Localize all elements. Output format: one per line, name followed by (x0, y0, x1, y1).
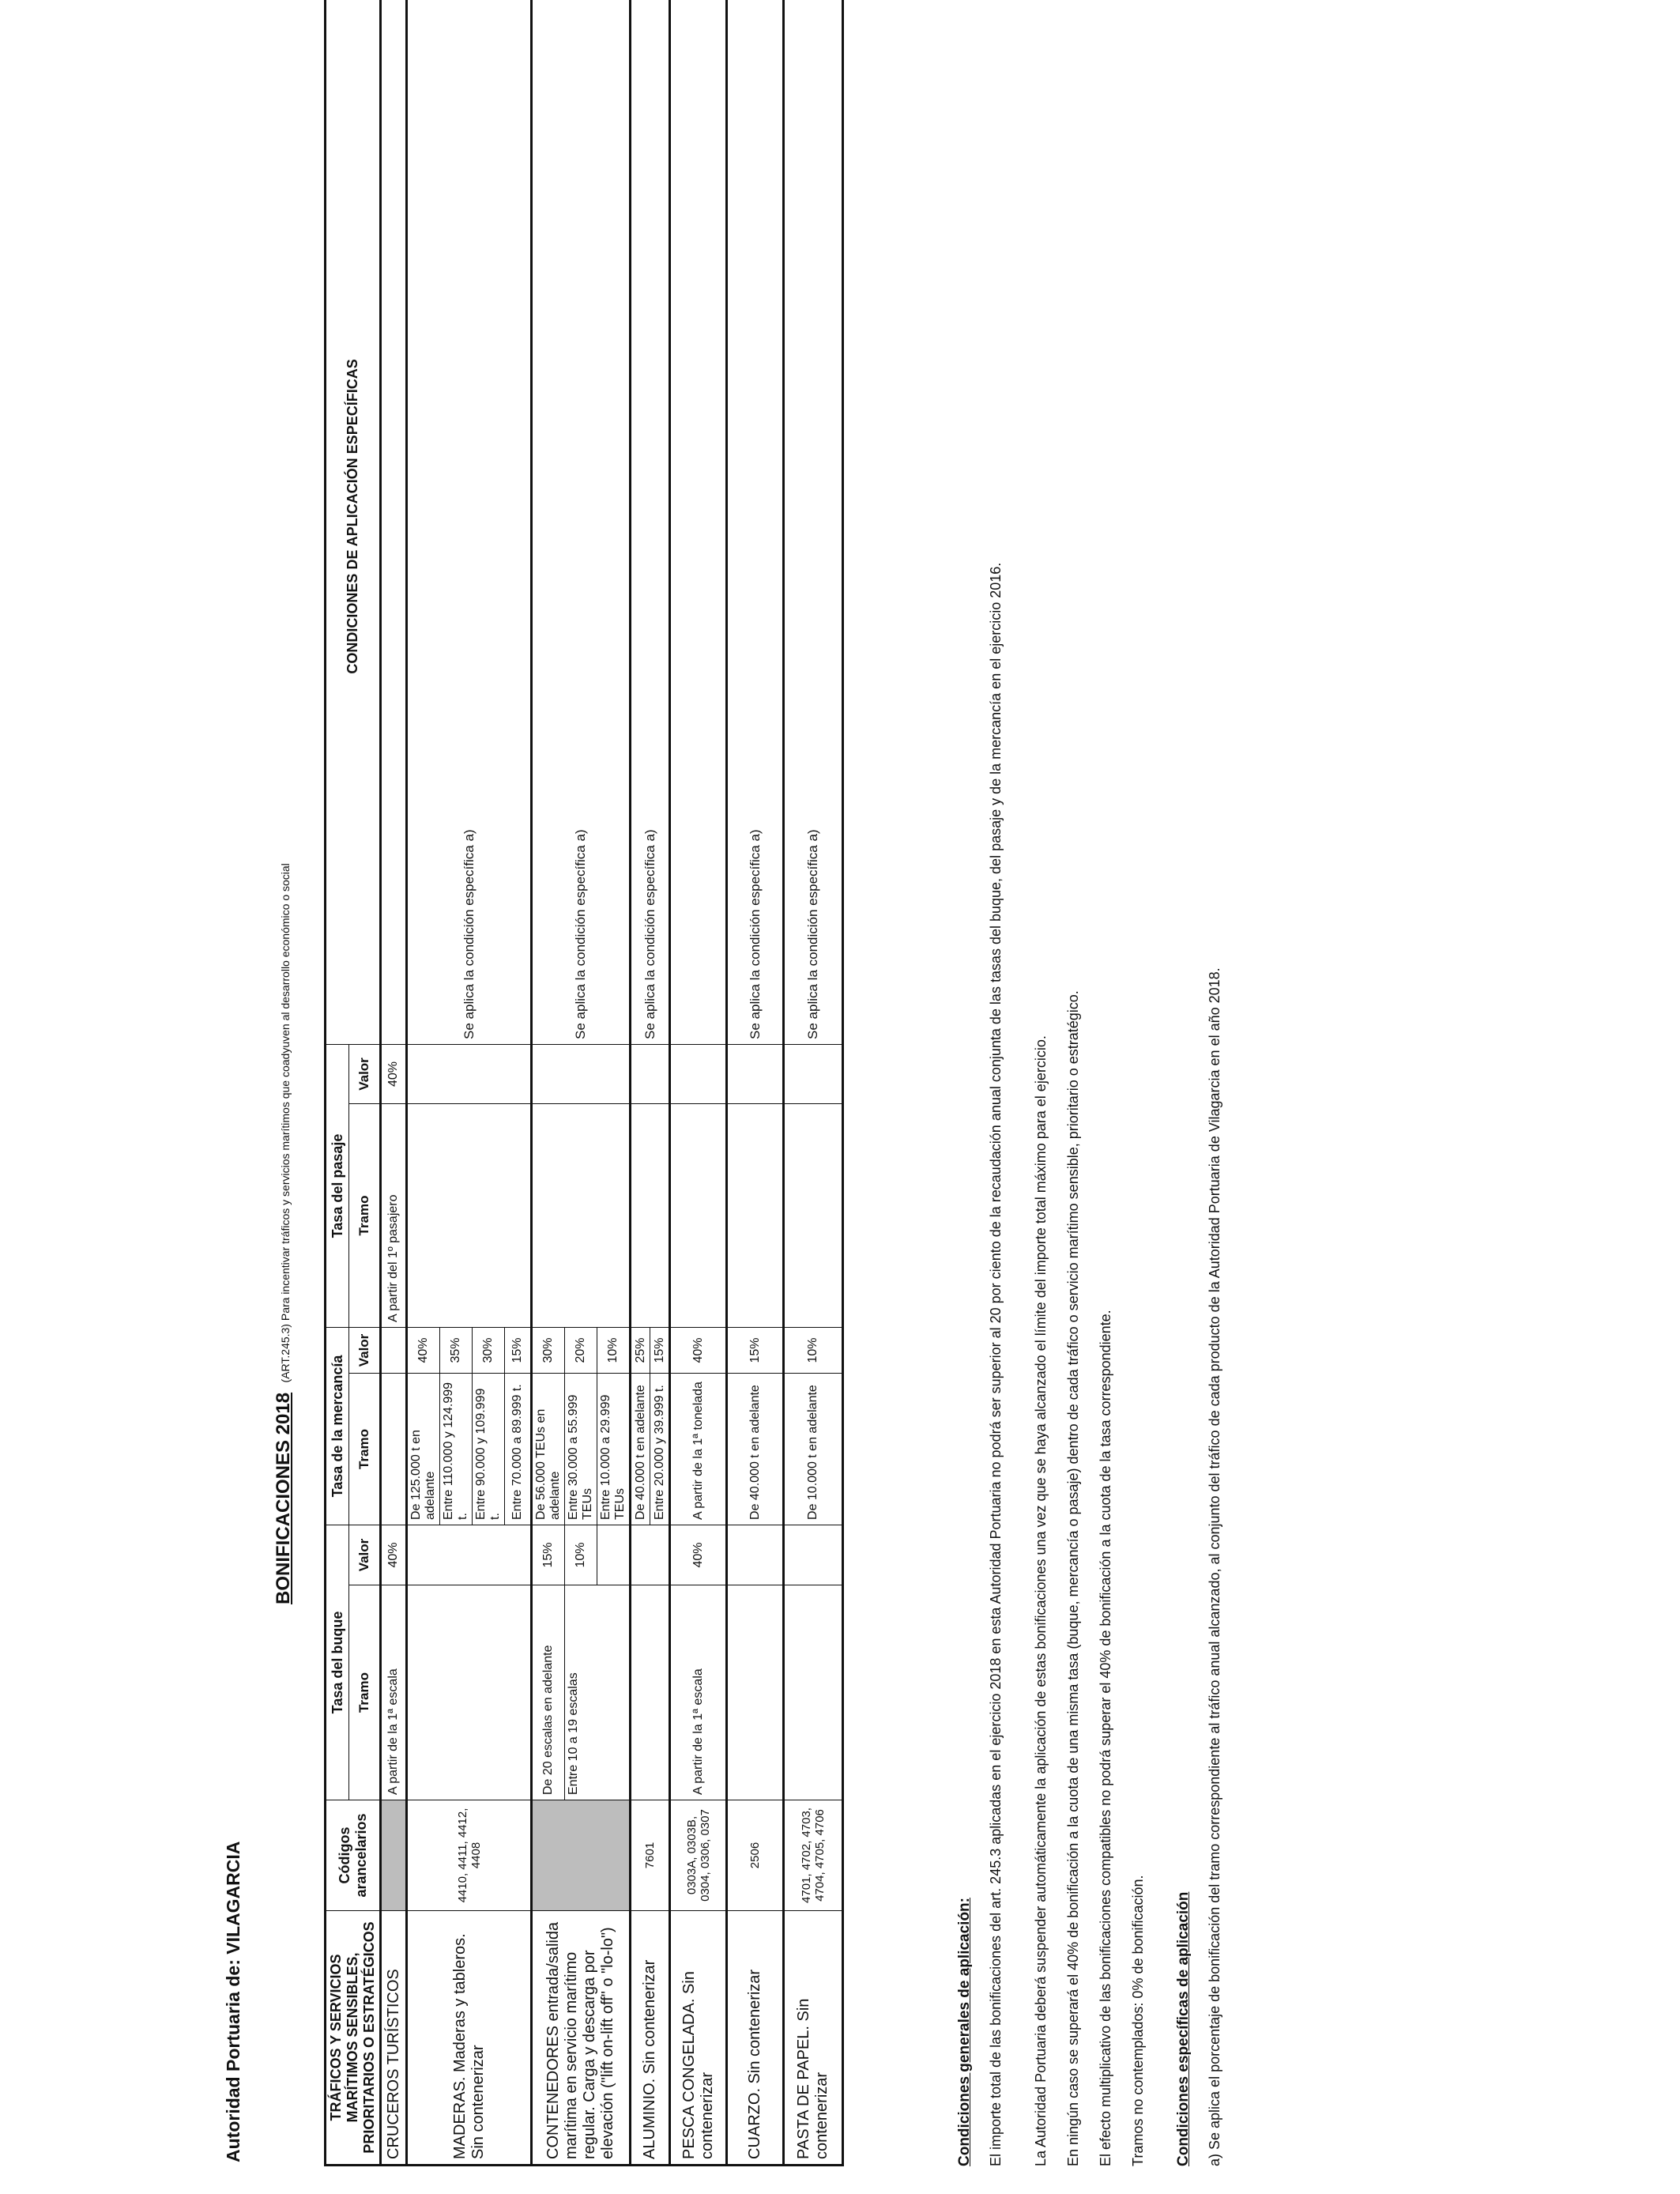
buque-tramo: Entre 10 a 19 escalas (565, 1585, 631, 1800)
row-name: ALUMINIO. Sin contenerizar (631, 1911, 670, 2166)
general-condition: Tramos no contemplados: 0% de bonificación. (1130, 1875, 1146, 2166)
condicion-cell: Se aplica la condición específica a) (631, 0, 670, 1044)
codigos-cell (532, 1800, 631, 1911)
buque-valor: 10% (565, 1525, 597, 1585)
table-row (381, 0, 407, 2166)
row-name: PESCA CONGELADA. Sin contenerizar (670, 1911, 727, 2166)
merc-tramo: De 125.000 t en adelante (407, 1373, 440, 1525)
table-row (532, 0, 565, 2166)
general-condition: El efecto multiplicativo de las bonificaciones compatibles no podrá superar el 40% de bonificación a la cuota de la tasa correspondiente. (1098, 1310, 1113, 2166)
pasaje-tramo (631, 1103, 670, 1327)
specific-condition: a) Se aplica el porcentaje de bonificación del tramo correspondiente al tráfico anual alcanzado, al conjunto del tráfico de cada producto de la Autoridad Portuaria de Vilagarcia en el año 2018. (1207, 967, 1222, 2166)
merc-valor: 35% (440, 1327, 473, 1373)
buque-tramo (407, 1585, 532, 1800)
merc-valor: 30% (532, 1327, 565, 1373)
pasaje-tramo (670, 1103, 727, 1327)
codigos-cell (381, 1800, 407, 1911)
merc-tramo: Entre 30.000 a 55.999 TEUs (565, 1373, 597, 1525)
row-name: MADERAS. Maderas y tableros. Sin contenerizar (407, 1911, 532, 2166)
buque-valor: 40% (670, 1525, 727, 1585)
row-name: CONTENEDORES entrada/salida marítima en servicio marítimo regular. Carga y descarga por elevación ("lift on-lift off" o "lo-lo") (532, 1911, 631, 2166)
pasaje-tramo: A partir del 1º pasajero (381, 1103, 407, 1327)
pasaje-valor (784, 1044, 843, 1103)
merc-valor: 10% (597, 1327, 631, 1373)
bonificaciones-table (324, 0, 844, 2166)
generales-heading: Condiciones generales de aplicación: (956, 1898, 973, 2166)
document-title (273, 863, 295, 1604)
codigos-cell: 0303A, 0303B, 0304, 0306, 0307 (670, 1800, 727, 1911)
buque-valor (727, 1525, 784, 1585)
codigos-cell: 4410, 4411, 4412, 4408 (407, 1800, 532, 1911)
buque-valor: 15% (532, 1525, 565, 1585)
buque-valor (784, 1525, 843, 1585)
buque-tramo: A partir de la 1ª escala (670, 1585, 727, 1800)
table-row (727, 0, 784, 2166)
row-name: CUARZO. Sin contenerizar (727, 1911, 784, 2166)
pasaje-valor (631, 1044, 670, 1103)
merc-valor (381, 1327, 407, 1373)
header-codigos: Códigos arancelarios (326, 1800, 381, 1911)
pasaje-valor (727, 1044, 784, 1103)
buque-valor: 40% (381, 1525, 407, 1585)
header-merc-valor: Valor (349, 1327, 381, 1373)
merc-tramo: Entre 10.000 a 29.999 TEUs (597, 1373, 631, 1525)
title: BONIFICACIONES 2018 (273, 1392, 294, 1604)
merc-valor: 15% (505, 1327, 532, 1373)
codigos-cell: 2506 (727, 1800, 784, 1911)
condicion-cell (381, 0, 407, 1044)
buque-tramo (631, 1585, 670, 1800)
merc-valor: 40% (407, 1327, 440, 1373)
condicion-cell (670, 0, 727, 1044)
merc-valor: 15% (727, 1327, 784, 1373)
table-row (784, 0, 843, 2166)
pasaje-tramo (532, 1103, 631, 1327)
condicion-cell: Se aplica la condición específica a) (407, 0, 532, 1044)
merc-tramo (381, 1373, 407, 1525)
pasaje-valor (532, 1044, 631, 1103)
merc-tramo: De 40.000 t en adelante (727, 1373, 784, 1525)
buque-tramo (727, 1585, 784, 1800)
merc-tramo: Entre 70.000 a 89.999 t. (505, 1373, 532, 1525)
codigos-cell: 7601 (631, 1800, 670, 1911)
buque-valor (407, 1525, 532, 1585)
header-tasa-buque: Tasa del buque (326, 1525, 349, 1800)
header-traficos: TRÁFICOS Y SERVICIOS MARÍTIMOS SENSIBLES, PRIORITARIOS O ESTRATÉGICOS (326, 1911, 381, 2166)
pasaje-valor (670, 1044, 727, 1103)
merc-tramo: De 40.000 t en adelante (631, 1373, 650, 1525)
table-row (407, 0, 440, 2166)
buque-tramo: A partir de la 1ª escala (381, 1585, 407, 1800)
merc-valor: 25% (631, 1327, 650, 1373)
row-name: PASTA DE PAPEL. Sin contenerizar (784, 1911, 843, 2166)
conditions-section (956, 32, 1239, 2166)
table-row (631, 0, 650, 2166)
merc-valor: 20% (565, 1327, 597, 1373)
merc-tramo: Entre 90.000 y 109.999 t. (473, 1373, 505, 1525)
row-name: CRUCEROS TURÍSTICOS (381, 1911, 407, 2166)
pasaje-tramo (727, 1103, 784, 1327)
buque-valor (597, 1525, 631, 1585)
pasaje-valor: 40% (381, 1044, 407, 1103)
header-tasa-mercancia: Tasa de la mercancía (326, 1327, 349, 1525)
general-condition: En ningún caso se superará el 40% de bonificación a la cuota de una misma tasa (buque, mercancía o pasaje) dentro de cada tráfico o servicio marítimo sensible, prioritario o estratégico. (1065, 990, 1081, 2166)
merc-tramo: De 56.000 TEUs en adelante (532, 1373, 565, 1525)
condicion-cell: Se aplica la condición específica a) (532, 0, 631, 1044)
condicion-cell: Se aplica la condición específica a) (784, 0, 843, 1044)
pasaje-valor (407, 1044, 532, 1103)
merc-valor: 15% (650, 1327, 670, 1373)
merc-tramo: A partir de la 1ª tonelada (670, 1373, 727, 1525)
header-pasaje-valor: Valor (349, 1044, 381, 1103)
pasaje-tramo (784, 1103, 843, 1327)
codigos-cell: 4701, 4702, 4703, 4704, 4705, 4706 (784, 1800, 843, 1911)
merc-tramo: De 10.000 t en adelante (784, 1373, 843, 1525)
header-pasaje-tramo: Tramo (349, 1103, 381, 1327)
merc-tramo: Entre 20.000 y 39.999 t. (650, 1373, 670, 1525)
condicion-cell: Se aplica la condición específica a) (727, 0, 784, 1044)
authority-label: Autoridad Portuaria de: VILAGARCIA (223, 1841, 243, 2162)
pasaje-tramo (407, 1103, 532, 1327)
header-condiciones: CONDICIONES DE APLICACIÓN ESPECÍFICAS (326, 0, 381, 1044)
merc-valor: 10% (784, 1327, 843, 1373)
general-condition: La Autoridad Portuaria deberá suspender automáticamente la aplicación de estas bonificaciones una vez que se haya alcanzado el límite del importe total máximo para el ejercicio. (1033, 1035, 1049, 2166)
buque-tramo: De 20 escalas en adelante (532, 1585, 565, 1800)
header-merc-tramo: Tramo (349, 1373, 381, 1525)
especificas-heading: Condiciones específicas de aplicación (1175, 1891, 1192, 2166)
merc-valor: 40% (670, 1327, 727, 1373)
header-buque-tramo: Tramo (349, 1585, 381, 1800)
merc-tramo: Entre 110.000 y 124.999 t. (440, 1373, 473, 1525)
table-row (670, 0, 727, 2166)
buque-tramo (784, 1585, 843, 1800)
merc-valor: 30% (473, 1327, 505, 1373)
buque-valor (631, 1525, 670, 1585)
general-condition: El importe total de las bonificaciones del art. 245.3 aplicadas en el ejercicio 2018 en esta Autoridad Portuaria no podrá ser superior al 20 por ciento de la recaudación anual conjunta de las tasas del buque, del pasaje y de la mercancía en el ejercicio 2016. (988, 562, 1004, 2166)
subtitle: (ART.245.3) Para incentivar tráficos y servicios marítimos que coadyuven al desarrollo económico o social (279, 863, 292, 1383)
header-tasa-pasaje: Tasa del pasaje (326, 1044, 349, 1327)
header-buque-valor: Valor (349, 1525, 381, 1585)
